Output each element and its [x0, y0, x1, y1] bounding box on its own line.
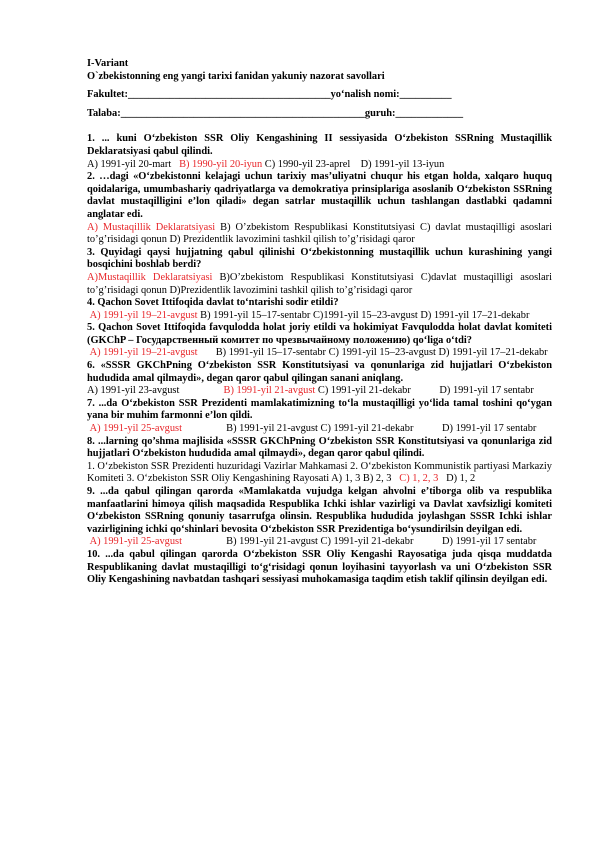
- option: B) 1991-yil 15–17-sentabr C) 1991-yil 15–23-avgust D) 1991-yil 17–21-dekabr: [215, 347, 548, 359]
- correct-option: A)Mustaqillik Deklaratsiyasi: [87, 271, 213, 283]
- option: A) 1991-yil 20-mart: [87, 158, 172, 170]
- answers-8: [87, 461, 552, 486]
- option: B) 1991-yil 15–17-sentabr C)1991-yil 15–23-avgust D) 1991-yil 17–21-dekabr: [200, 309, 530, 321]
- answers-9: [87, 536, 552, 549]
- correct-option: C) 1, 2, 3: [399, 473, 439, 485]
- question-5: 5. Qachon Sovet Ittifoqida favqulodda holat joriy etildi va hokimiyat Favqulodda holat davlat komiteti (GKChP – Государственный комитет по чрезвычайному положению) qo‘liga o‘tdi?: [87, 322, 552, 346]
- question-9: 9. ...da qabul qilingan qarorda «Mamlakatda vujudga kelgan ahvolni e’tiborga olib va respublika manfaatlarini himoya qilish maqsadida Respublika Ichki ishlar vazirligi va Davlat xavfsizligi komiteti O‘zbekiston SSRning qonuniy tasarrufga olinsin. Respublika hududida joylashgan SSSR Ichki ishlar vazirligining ichki qo‘shinlari bevosita O‘zbekiston SSR Prezidentiga bo‘ysundirilsin deyilgan edi.: [87, 486, 552, 535]
- correct-option: A) 1991-yil 25-avgust: [89, 536, 182, 548]
- answers-5: [87, 347, 552, 360]
- option: D) 1991-yil 17 sentabr: [442, 536, 537, 548]
- correct-option: A) 1991-yil 25-avgust: [89, 423, 182, 435]
- answers-3: [87, 272, 552, 297]
- question-1: 1. ... kuni O‘zbekiston SSR Oliy Kengashining II sessiyasida O‘zbekiston SSRning Mustaqillik Deklaratsiyasi qabul qilindi.: [87, 133, 552, 157]
- faculty-field: Fakultet:_______________________________________yo‘nalish nomi:__________: [87, 89, 452, 101]
- variant-label: I-Variant: [87, 58, 129, 69]
- correct-option: B) 1990-yil 20-iyun: [179, 158, 263, 170]
- answers-1: [87, 159, 552, 172]
- answers-6: [87, 385, 552, 398]
- correct-option: B) 1991-yil 21-avgust: [223, 385, 316, 397]
- question-10: 10. ...da qabul qilingan qarorda O‘zbekiston SSR Oliy Kengashi Rayosatiga juda qisqa muddatda Respublikaning davlat mustaqilligi to‘g‘risidagi qonun loyihasini tayyorlash va uni O‘zbekiston SSR Oliy Kengashining navbatdan tashqari sessiyasi muhokamasiga taqdim etish taklif qilinsin deyilgan edi.: [87, 548, 552, 586]
- option: B) 1991-yil 21-avgust C) 1991-yil 21-dekabr: [226, 536, 414, 548]
- question-3: 3. Quyidagi qaysi hujjatning qabul qilinishi O‘zbekistonning mustaqillik uchun kurashining yangi bosqichini boshlab berdi?: [87, 246, 552, 271]
- question-6: 6. «SSSR GKChPning O‘zbekiston SSR Konstitutsiyasi va qonunlariga zid hujjatlari O‘zbekiston hududida amal qilmaydi», degan qaror qabul qilingan sanani aniqlang.: [87, 360, 552, 384]
- option: D) 1991-yil 13-iyun: [360, 158, 445, 170]
- option: D) 1991-yil 17 sentabr: [439, 385, 534, 397]
- option: D) 1991-yil 17 sentabr: [442, 423, 537, 435]
- student-field: Talaba:_______________________________________________guruh:_____________: [87, 107, 464, 119]
- question-4: 4. Qachon Sovet Ittifoqida davlat to‘ntarishi sodir etildi?: [87, 297, 339, 309]
- option: A) 1991-yil 23-avgust: [87, 385, 180, 397]
- option: C) 1990-yil 23-aprel: [264, 158, 351, 170]
- question-7: 7. ...da O‘zbekiston SSR Prezidenti mamlakatimizning to‘la mustaqilligi yo‘lida tamal toshini qo‘ygan yana bir muhim farmonni e’lon qildi.: [87, 397, 552, 422]
- correct-option: A) 1991-yil 19–21-avgust: [89, 347, 198, 359]
- answers-2: [87, 222, 552, 247]
- option: B)O’zbekistom Respublikasi Konstitutsiyasi C)davlat mustaqilligi asoslari to’g’risidagi qonun D)Prezidentlik lavozimini tashkil qilish to’g’risidagi qaror: [87, 271, 552, 296]
- question-2: 2. …dagi «O‘zbekistonni kelajagi uchun tarixiy mas’uliyatni chuqur his etgan holda, xalqaro huquq qoidalariga, umumbashariy qadriyatlarga va demokratiya prinsiplariga asoslanib O‘zbekiston SSRning davlat mustaqilligini e’lon qiladi» degan satrlar mustaqillik uchun tashlangan dastlabki qadamni anglatar edi.: [87, 171, 552, 220]
- correct-option: A) Mustaqillik Deklaratsiyasi: [87, 221, 216, 233]
- exam-sheet: [87, 58, 552, 587]
- answers-4: [87, 310, 552, 323]
- option: 1. O‘zbekiston SSR Prezidenti huzuridagi Vazirlar Mahkamasi 2. O‘zbekiston Kommunistik partiyasi Markaziy Komiteti 3. O‘zbekiston SSR Oliy Kengashining Rayosati A) 1, 3 B) 2, 3: [87, 460, 552, 485]
- option: B) 1991-yil 21-avgust C) 1991-yil 21-dekabr: [226, 423, 414, 435]
- correct-option: A) 1991-yil 19–21-avgust: [89, 309, 198, 321]
- question-8: 8. ...larning qo’shma majlisida «SSSR GKChPning O‘zbekiston SSR Konstitutsiyasi va qonunlariga zid hujjatlari O‘zbekiston hududida amal qilmaydi», degan qaror qabul qilindi.: [87, 435, 552, 460]
- option: D) 1, 2: [446, 473, 476, 485]
- option: C) 1991-yil 21-dekabr: [317, 385, 411, 397]
- sheet-title: O`zbekistonning eng yangi tarixi fanidan yakuniy nazorat savollari: [87, 70, 385, 82]
- answers-7: [87, 423, 552, 436]
- option: B) O’zbekistom Respublikasi Konstitutsiyasi C) davlat mustaqilligi asoslari to’g’risidagi qonun D) Prezidentlik lavozimini tashkil qilish to’g’risidagi qaror: [87, 221, 552, 246]
